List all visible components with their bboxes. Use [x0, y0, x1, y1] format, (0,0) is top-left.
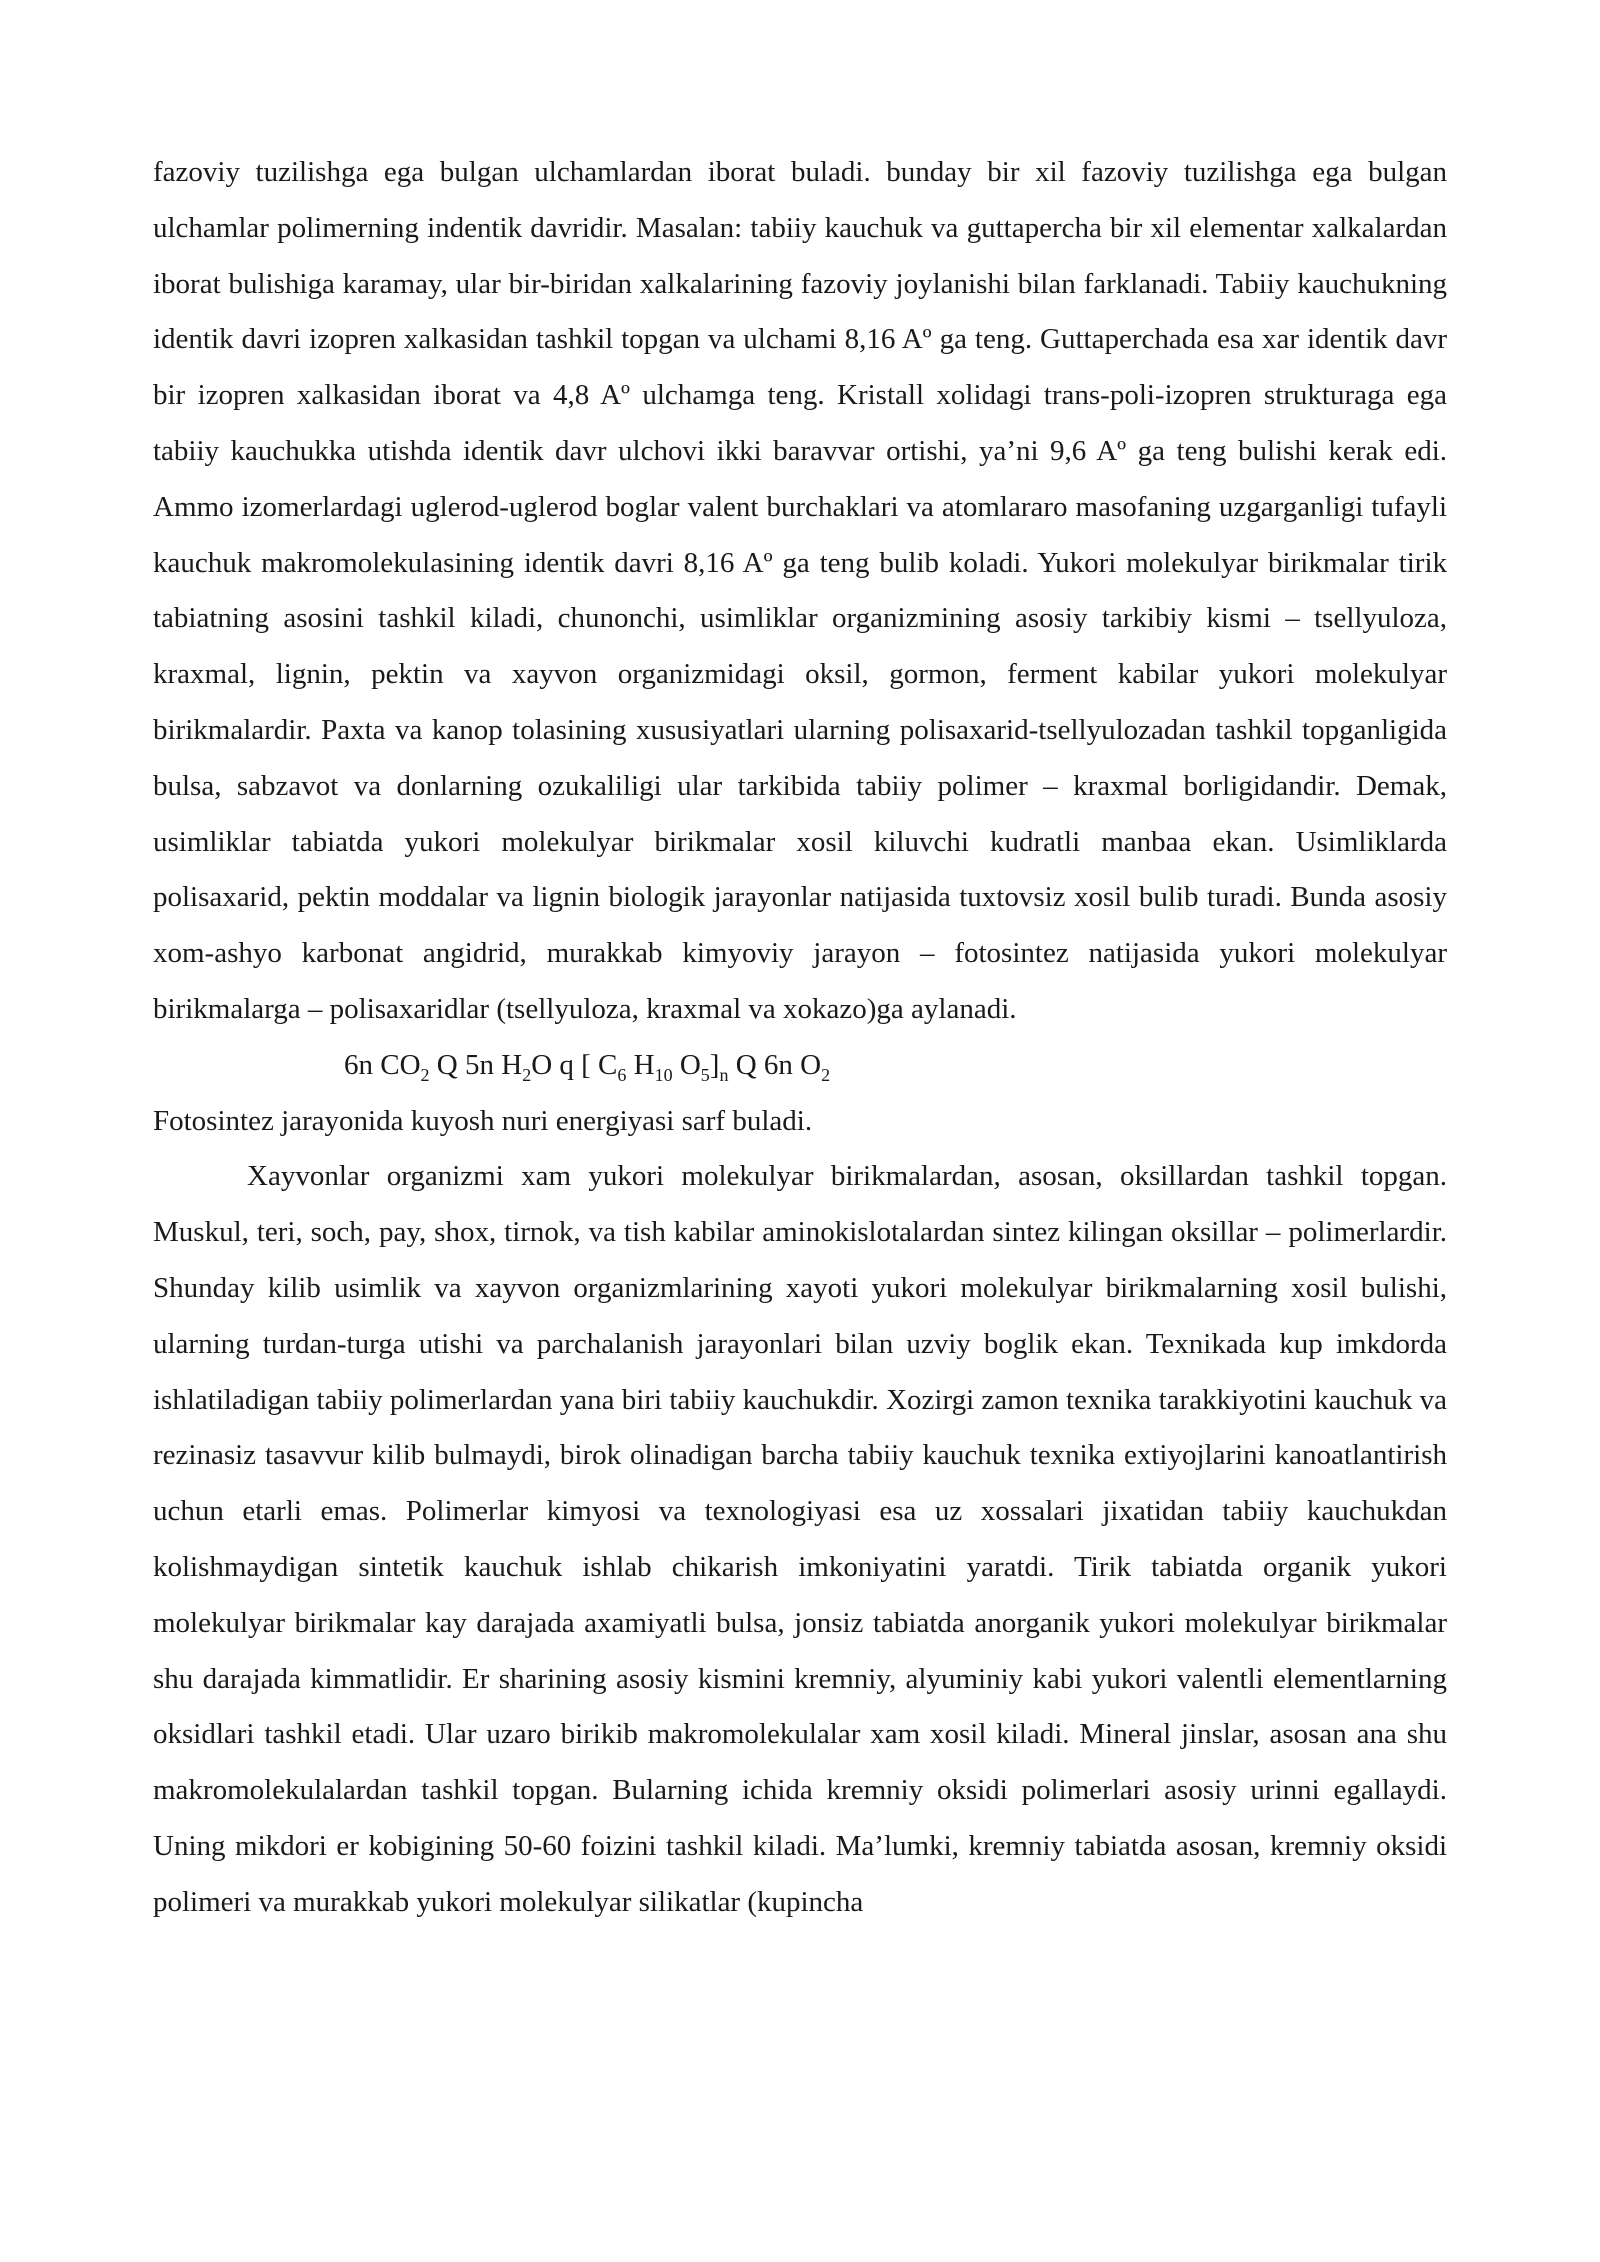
formula-part: Q 5n H	[429, 1048, 523, 1081]
paragraph-2: Fotosintez jarayonida kuyosh nuri energiyasi sarf buladi.	[153, 1104, 813, 1137]
paragraph-1: fazoviy tuzilishga ega bulgan ulchamlardan iborat buladi. bunday bir xil fazoviy tuzilishga ega bulgan ulchamlar polimerning indentik davridir. Masalan: tabiiy kauchuk va guttapercha bir xil elementar xalkalardan iborat bulishiga karamay, ular bir-biridan xalkalarining fazoviy joylanishi bilan farklanadi. Tabiiy kauchukning identik davri izopren xalkasidan tashkil topgan va ulchami 8,16 Aº ga teng. Guttaperchada esa xar identik davr bir izopren xalkasidan iborat va 4,8 Aº ulchamga teng. Kristall xolidagi trans-poli-izopren strukturaga ega tabiiy kauchukka utishda identik davr ulchovi ikki baravvar ortishi, ya’ni 9,6 Aº ga teng bulishi kerak edi. Ammo izomerlardagi uglerod-uglerod boglar valent burchaklari va atomlararo masofaning uzgarganligi tufayli kauchuk makromolekulasining identik davri 8,16 Aº ga teng bulib koladi. Yukori molekulyar birikmalar tirik tabiatning asosini tashkil kiladi, chunonchi, usimliklar organizmining asosiy tarkibiy kismi – tsellyuloza, kraxmal, lignin, pektin va xayvon organizmidagi oksil, gormon, ferment kabilar yukori molekulyar birikmalardir. Paxta va kanop tolasining xususiyatlari ularning polisaxarid-tsellyulozadan tashkil topganligida bulsa, sabzavot va donlarning ozukaliligi ular tarkibida tabiiy polimer – kraxmal borligidandir. Demak, usimliklar tabiatda yukori molekulyar birikmalar xosil kiluvchi kudratli manbaa ekan. Usimliklarda polisaxarid, pektin moddalar va lignin biologik jarayonlar natijasida tuxtovsiz xosil bulib turadi. Bunda asosiy xom-ashyo karbonat angidrid, murakkab kimyoviy jarayon – fotosintez natijasida yukori molekulyar birikmalarga – polisaxaridlar (tsellyuloza, kraxmal va xokazo)ga aylanadi.	[153, 156, 1447, 1025]
formula-subscript: n	[719, 1064, 729, 1085]
formula-part: ]	[709, 1048, 720, 1081]
formula-part: Q 6n O	[728, 1048, 822, 1081]
formula-subscript: 2	[522, 1064, 532, 1085]
document-page	[153, 145, 1447, 1931]
paragraph-3: Xayvonlar organizmi xam yukori molekulyar birikmalardan, asosan, oksillardan tashkil topgan. Muskul, teri, soch, pay, shox, tirnok, va tish kabilar aminokislotalardan sintez kilingan oksillar – polimerlardir. Shunday kilib usimlik va xayvon organizmlarining xayoti yukori molekulyar birikmalarning xosil bulishi, ularning turdan-turga utishi va parchalanish jarayonlari bilan uzviy boglik ekan. Texnikada kup imkdorda ishlatiladigan tabiiy polimerlardan yana biri tabiiy kauchukdir. Xozirgi zamon texnika tarakkiyotini kauchuk va rezinasiz tasavvur kilib bulmaydi, birok olinadigan barcha tabiiy kauchuk texnika extiyojlarini kanoatlantirish uchun etarli emas. Polimerlar kimyosi va texnologiyasi esa uz xossalari jixatidan tabiiy kauchukdan kolishmaydigan sintetik kauchuk ishlab chikarish imkoniyatini yaratdi. Tirik tabiatda organik yukori molekulyar birikmalar kay darajada axamiyatli bulsa, jonsiz tabiatda anorganik yukori molekulyar birikmalar shu darajada kimmatlidir. Er sharining asosiy kismini kremniy, alyuminiy kabi yukori valentli elementlarning oksidlari tashkil etadi. Ular uzaro birikib makromolekulalar xam xosil kiladi. Mineral jinslar, asosan ana shu makromolekulalardan tashkil topgan. Bularning ichida kremniy oksidi polimerlari asosiy urinni egallaydi. Uning mikdori er kobigining 50-60 foizini tashkil kiladi. Ma’lumki, kremniy tabiatda asosan, kremniy oksidi polimeri va murakkab yukori molekulyar silikatlar (kupincha	[153, 1160, 1447, 1918]
formula-subscript: 5	[700, 1064, 710, 1085]
formula-subscript: 6	[617, 1064, 627, 1085]
formula-part: H	[626, 1048, 655, 1081]
formula-subscript: 10	[654, 1064, 673, 1085]
formula-part: O q [ C	[531, 1048, 618, 1081]
formula-part: 6n CO	[344, 1048, 421, 1081]
formula-subscript: 2	[420, 1064, 430, 1085]
photosynthesis-formula	[153, 1038, 1447, 1094]
formula-subscript: 2	[821, 1064, 831, 1085]
formula-part: O	[672, 1048, 701, 1081]
